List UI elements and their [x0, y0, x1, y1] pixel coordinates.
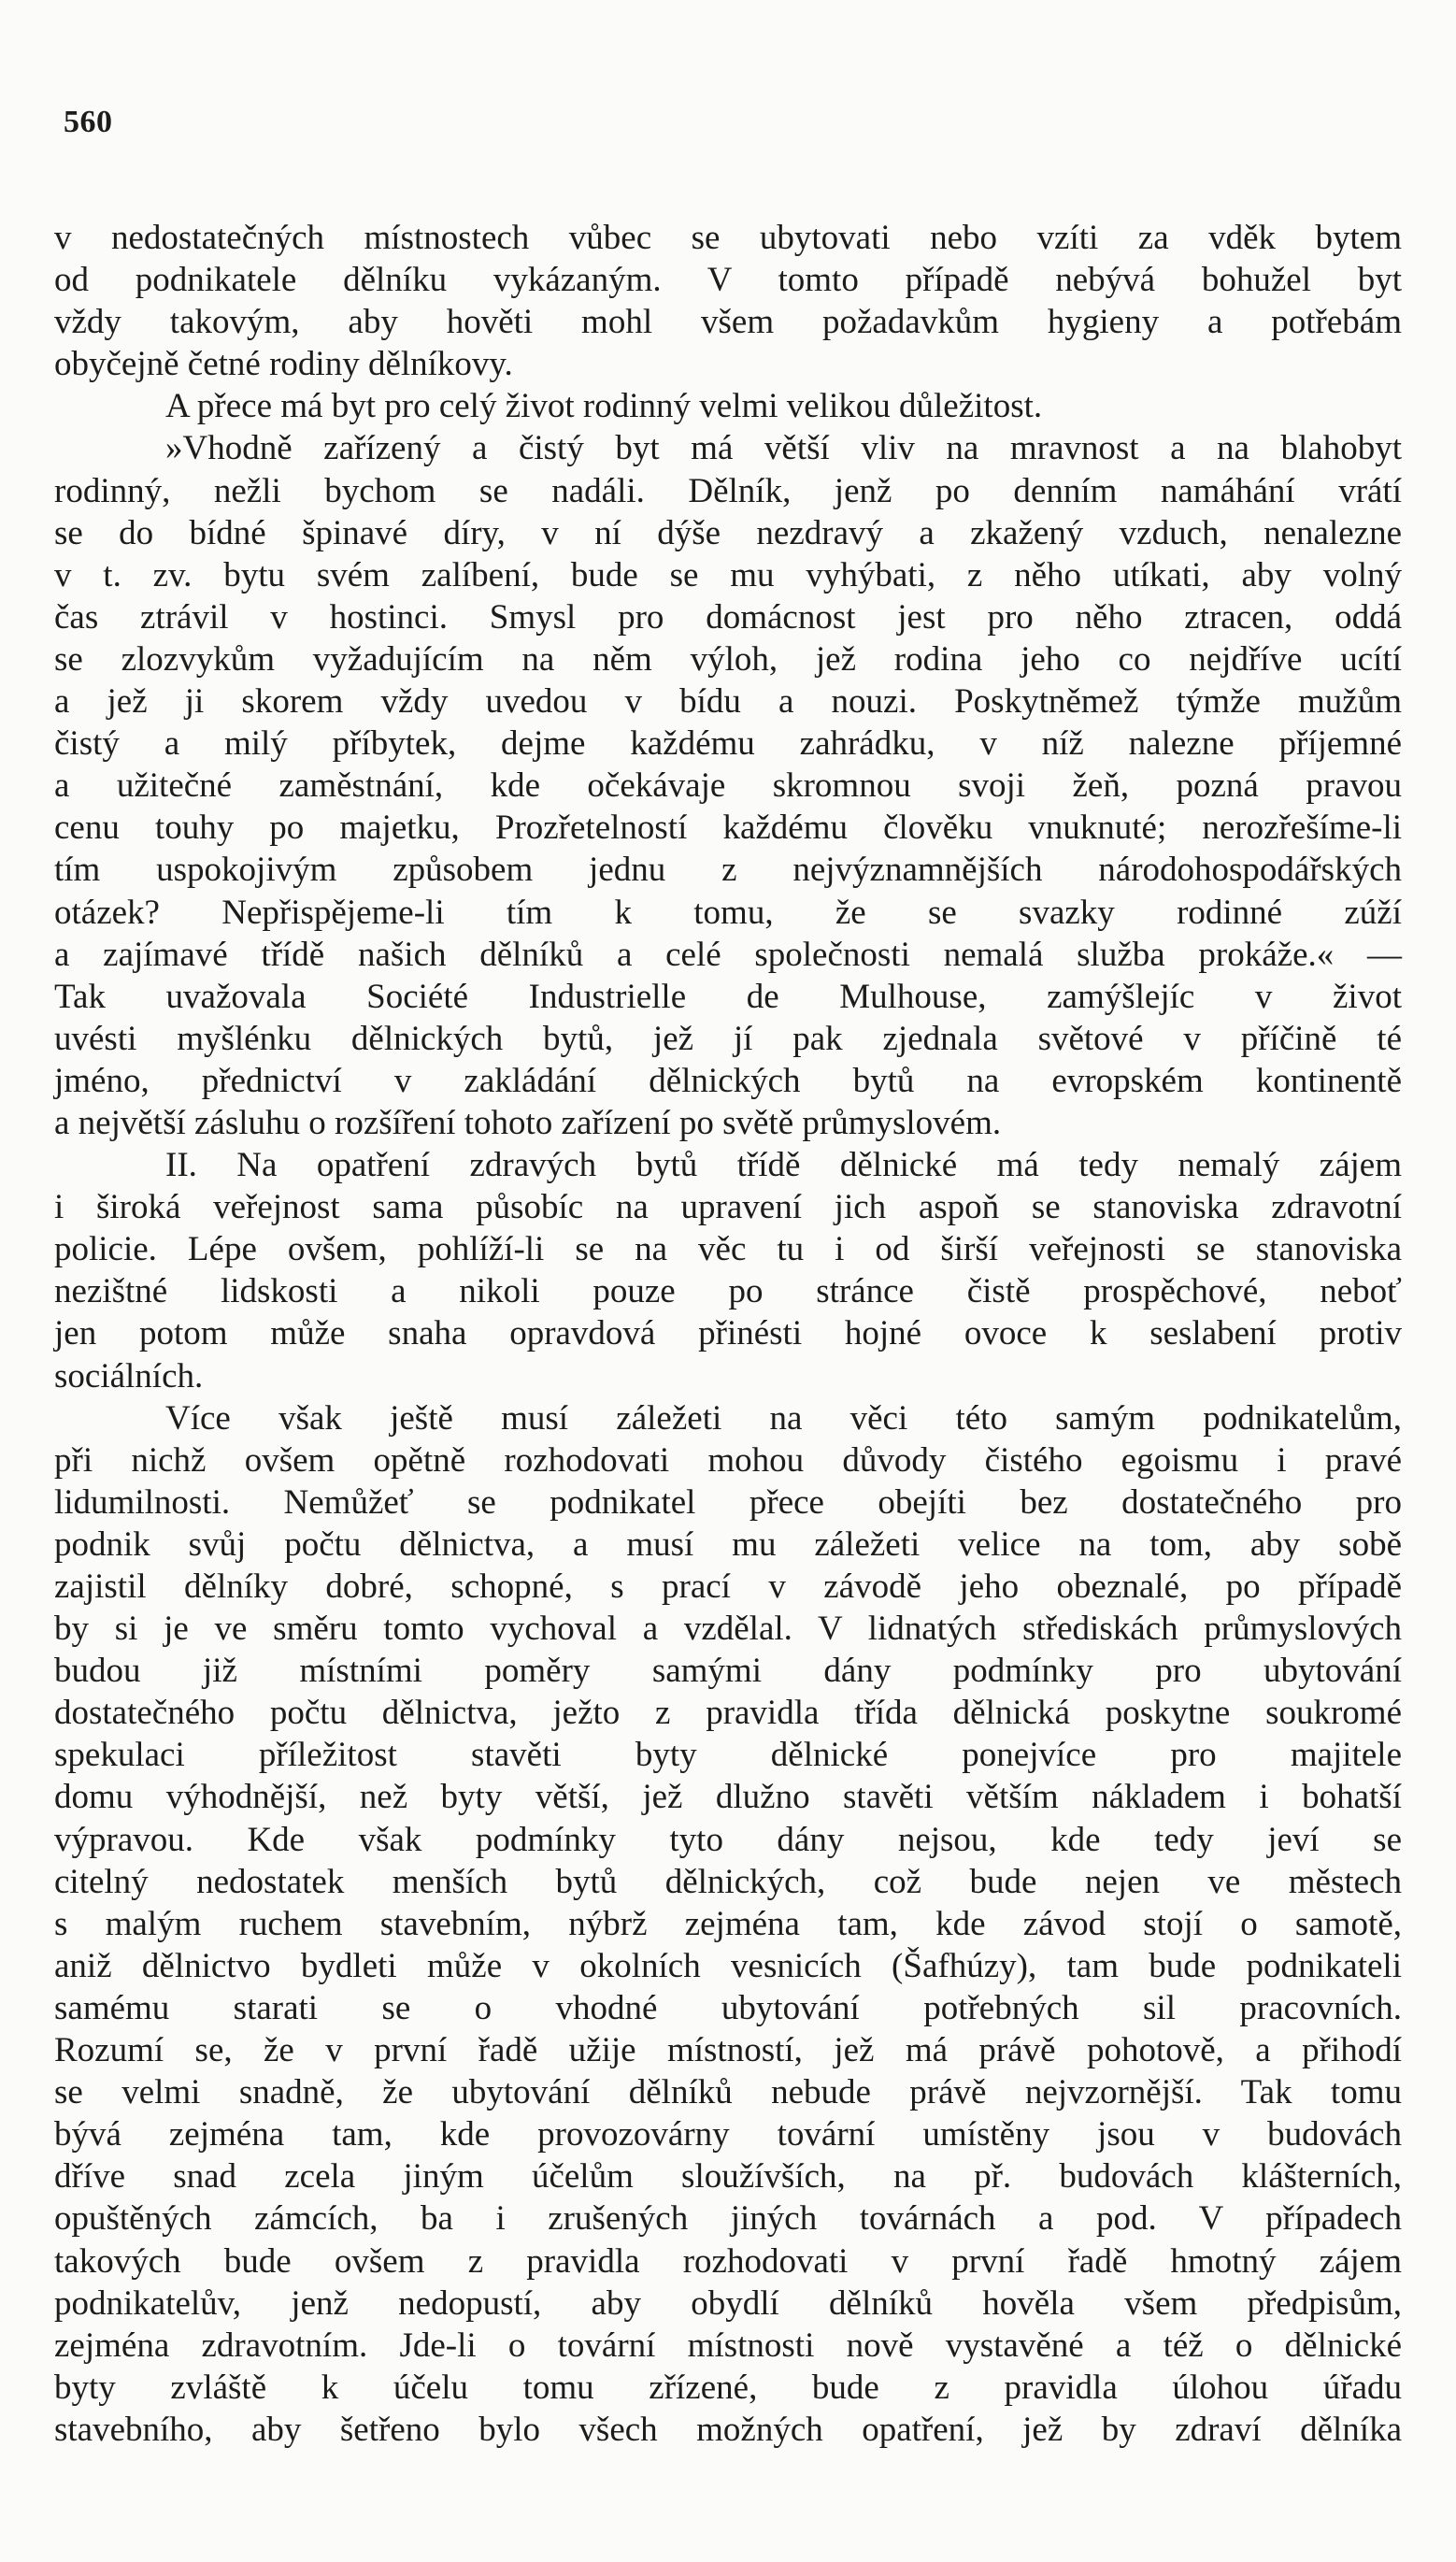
- text-line: budou již místními poměry samými dány podmínky pro ubytování: [54, 1652, 1402, 1691]
- text-line: byty zvláště k účelu tomu zřízené, bude z pravidla úlohou úřadu: [54, 2368, 1402, 2407]
- text-line: vždy takovým, aby hověti mohl všem požadavkům hygieny a potřebám: [54, 303, 1402, 342]
- text-line: stavebního, aby šetřeno bylo všech možných opatření, jež by zdraví dělníka: [54, 2410, 1402, 2449]
- text-line: dostatečného počtu dělnictva, ježto z pravidla třída dělnická poskytne soukromé: [54, 1694, 1402, 1733]
- text-line: citelný nedostatek menších bytů dělnických, což bude nejen ve městech: [54, 1862, 1402, 1901]
- text-line: od podnikatele dělníku vykázaným. V tomto případě nebývá bohužel byt: [54, 261, 1402, 300]
- text-line: opuštěných zámcích, ba i zrušených jiných továrnách a pod. V případech: [54, 2199, 1402, 2239]
- text-line: výpravou. Kde však podmínky tyto dány nejsou, kde tedy jeví se: [54, 1820, 1402, 1859]
- text-line: se do bídné špinavé díry, v ní dýše nezdravý a zkažený vzduch, nenalezne: [54, 513, 1402, 552]
- text-line: podnik svůj počtu dělnictva, a musí mu záležeti velice na tom, aby sobě: [54, 1524, 1402, 1564]
- text-line: čas ztrávil v hostinci. Smysl pro domácnost jest pro něho ztracen, oddá: [54, 597, 1402, 637]
- text-line: Rozumí se, že v první řadě užije místností, jež má právě pohotově, a přihodí: [54, 2031, 1402, 2070]
- text-line: i široká veřejnost sama působíc na upravení jich aspoň se stanoviska zdravotní: [54, 1188, 1402, 1227]
- text-line: domu výhodnější, než byty větší, jež dlužno stavěti větším nákladem i bohatší: [54, 1778, 1402, 1817]
- text-line: bývá zejména tam, kde provozovárny tovární umístěny jsou v budovách: [54, 2115, 1402, 2154]
- text-line: rodinný, nežli bychom se nadáli. Dělník, jenž po denním namáhání vrátí: [54, 471, 1402, 510]
- text-line: cenu touhy po majetku, Prozřetelností každému člověku vnuknuté; nerozřešíme-li: [54, 809, 1402, 848]
- text-line: v t. zv. bytu svém zalíbení, bude se mu vyhýbati, z něho utíkati, aby volný: [54, 555, 1402, 594]
- text-line: policie. Lépe ovšem, pohlíží-li se na věc tu i od širší veřejnosti se stanoviska: [54, 1230, 1402, 1269]
- text-line: nezištné lidskosti a nikoli pouze po stránce čistě prospěchové, neboť: [54, 1272, 1402, 1311]
- text-column: [54, 217, 1402, 2451]
- text-line: A přece má byt pro celý život rodinný velmi velikou důležitost.: [165, 387, 1043, 426]
- text-line: a zajímavé třídě našich dělníků a celé společnosti nemalá služba prokáže.« —: [54, 935, 1402, 974]
- text-line: sociálních.: [54, 1356, 204, 1396]
- text-line: čistý a milý příbytek, dejme každému zahrádku, v níž nalezne příjemné: [54, 724, 1402, 764]
- text-line: by si je ve směru tomto vychoval a vzdělal. V lidnatých střediskách průmyslových: [54, 1610, 1402, 1649]
- text-line: a užitečné zaměstnání, kde očekávaje skromnou svoji žeň, pozná pravou: [54, 766, 1402, 806]
- text-line: II. Na opatření zdravých bytů třídě dělnické má tedy nemalý zájem: [165, 1146, 1402, 1185]
- text-line: Tak uvažovala Société Industrielle de Mulhouse, zamýšlejíc v život: [54, 977, 1402, 1016]
- text-line: zajistil dělníky dobré, schopné, s prací v závodě jeho obeznalé, po případě: [54, 1567, 1402, 1606]
- text-line: Více však ještě musí záležeti na věci této samým podnikatelům,: [165, 1398, 1402, 1438]
- text-line: při nichž ovšem opětně rozhodovati mohou důvody čistého egoismu i pravé: [54, 1440, 1402, 1480]
- text-line: takových bude ovšem z pravidla rozhodovati v první řadě hmotný zájem: [54, 2241, 1402, 2281]
- text-line: podnikatelův, jenž nedopustí, aby obydlí dělníků hověla všem předpisům,: [54, 2283, 1402, 2323]
- text-line: samému starati se o vhodné ubytování potřebných sil pracovních.: [54, 1988, 1402, 2027]
- text-line: aniž dělnictvo bydleti může v okolních vesnicích (Šafhúzy), tam bude podnikateli: [54, 1946, 1402, 1985]
- text-line: jen potom může snaha opravdová přinésti hojné ovoce k seslabení protiv: [54, 1314, 1402, 1353]
- text-line: spekulaci příležitost stavěti byty dělnické ponejvíce pro majitele: [54, 1736, 1402, 1775]
- text-line: dříve snad zcela jiným účelům sloužívších, na př. budovách klášterních,: [54, 2157, 1402, 2197]
- text-line: lidumilnosti. Nemůžeť se podnikatel přece obejíti bez dostatečného pro: [54, 1482, 1402, 1522]
- text-line: tím uspokojivým způsobem jednu z nejvýznamnějších národohospodářských: [54, 851, 1402, 890]
- text-line: se zlozvykům vyžadujícím na něm výloh, jež rodina jeho co nejdříve ucítí: [54, 639, 1402, 679]
- text-line: uvésti myšlénku dělnických bytů, jež jí pak zjednala světové v příčině té: [54, 1019, 1402, 1058]
- page-number: 560: [64, 105, 113, 139]
- text-line: se velmi snadně, že ubytování dělníků nebude právě nejvzornější. Tak tomu: [54, 2073, 1402, 2112]
- text-line: a největší zásluhu o rozšíření tohoto zařízení po světě průmyslovém.: [54, 1103, 1002, 1142]
- text-line: otázek? Nepřispějeme-li tím k tomu, že se svazky rodinné zúží: [54, 893, 1402, 932]
- text-line: v nedostatečných místnostech vůbec se ubytovati nebo vzíti za vděk bytem: [54, 219, 1402, 257]
- text-line: obyčejně četné rodiny dělníkovy.: [54, 345, 513, 384]
- text-line: zejména zdravotním. Jde-li o tovární místnosti nově vystavěné a též o dělnické: [54, 2326, 1402, 2365]
- text-line: »Vhodně zařízený a čistý byt má větší vliv na mravnost a na blahobyt: [165, 429, 1402, 468]
- text-line: jméno, přednictví v zakládání dělnických bytů na evropském kontinentě: [54, 1061, 1402, 1100]
- text-line: a jež ji skorem vždy uvedou v bídu a nouzi. Poskytněmež týmže mužům: [54, 682, 1402, 722]
- text-line: s malým ruchem stavebním, nýbrž zejména tam, kde závod stojí o samotě,: [54, 1904, 1402, 1943]
